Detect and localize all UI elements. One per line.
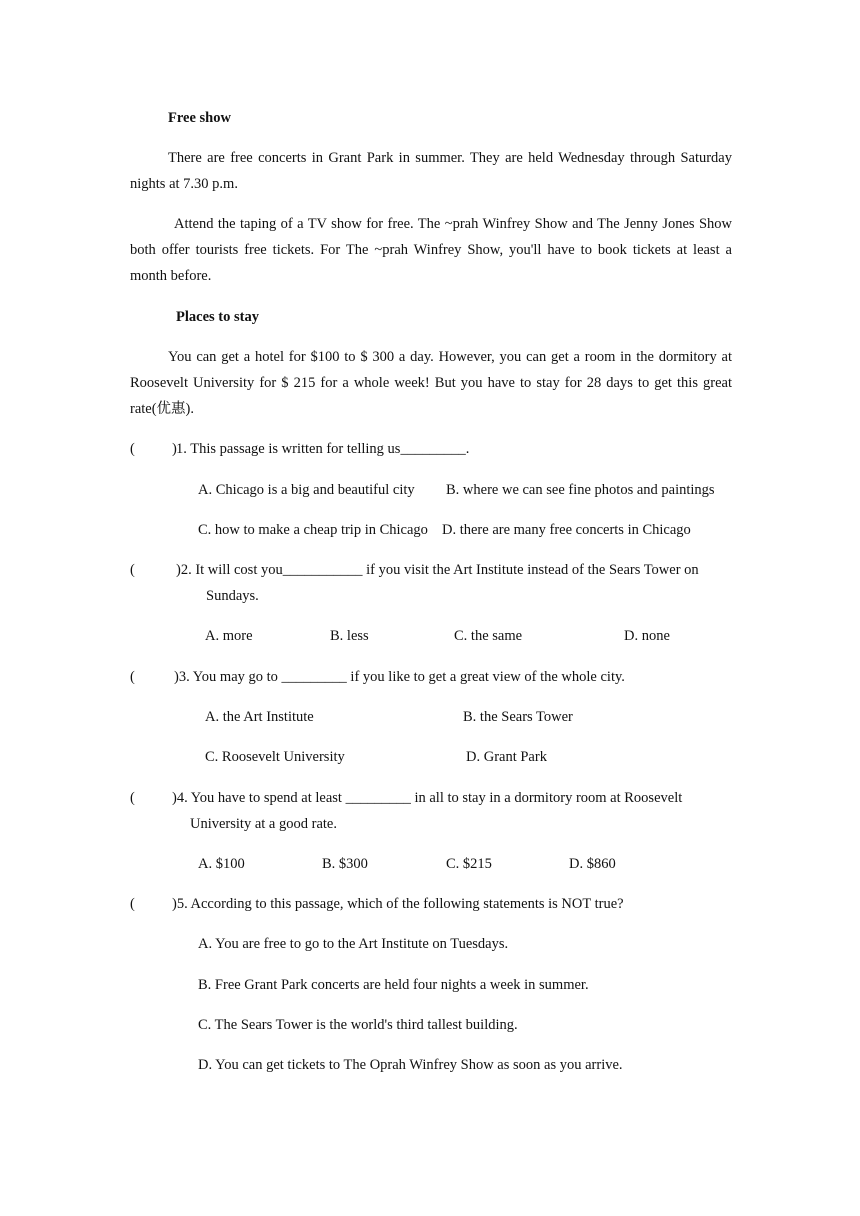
option-d: D. You can get tickets to The Oprah Winfrey Show as soon as you arrive. [198, 1057, 623, 1073]
option-b: B. where we can see fine photos and paintings [446, 482, 715, 498]
option-b: B. the Sears Tower [463, 709, 573, 725]
option-a: A. You are free to go to the Art Institute on Tuesdays. [198, 936, 509, 952]
question-stem-line-1: )2. It will cost you___________ if you visit the Art Institute instead of the Sears Tower on [176, 562, 699, 578]
option-a: A. Chicago is a big and beautiful city [198, 482, 415, 498]
answer-bracket-close: ) [172, 441, 177, 457]
question-stem: )3. You may go to _________ if you like to get a great view of the whole city. [174, 669, 625, 685]
section-heading-places-to-stay: Places to stay [176, 309, 259, 325]
question-stem-line-2: Sundays. [206, 588, 259, 604]
answer-bracket-open[interactable]: ( [130, 669, 135, 685]
option-a: A. $100 [198, 856, 245, 872]
section-heading-free-show: Free show [168, 110, 231, 126]
option-b: B. less [330, 628, 369, 644]
question-stem-line-2: University at a good rate. [190, 816, 337, 832]
paragraph-free-concerts: There are free concerts in Grant Park in summer. They are held Wednesday through Saturday nights at 7.30 p.m. [130, 150, 732, 192]
question-stem: )5. According to this passage, which of the following statements is NOT true? [172, 896, 624, 912]
option-c: C. how to make a cheap trip in Chicago [198, 522, 428, 538]
option-c: C. Roosevelt University [205, 749, 345, 765]
paragraph-places-to-stay: You can get a hotel for $100 to $ 300 a day. However, you can get a room in the dormitory at Roosevelt University for $ 215 for a whole week! But you have to stay for 28 days to get this great rate(优惠). [130, 349, 732, 417]
option-b: B. Free Grant Park concerts are held four nights a week in summer. [198, 977, 589, 993]
answer-bracket-open[interactable]: ( [130, 896, 135, 912]
question-stem-line-1: )4. You have to spend at least _________ in all to stay in a dormitory room at Roosevelt [172, 790, 683, 806]
question-stem: 1. This passage is written for telling us_________. [176, 441, 470, 457]
option-d: D. $860 [569, 856, 616, 872]
option-a: A. more [205, 628, 253, 644]
answer-bracket-open[interactable]: ( [130, 562, 135, 578]
option-c: C. $215 [446, 856, 492, 872]
option-d: D. Grant Park [466, 749, 547, 765]
paragraph-tv-show: Attend the taping of a TV show for free. The ~prah Winfrey Show and The Jenny Jones Show both offer tourists free tickets. For The ~prah Winfrey Show, you'll have to book tickets at least a month before. [130, 216, 732, 284]
answer-bracket-open[interactable]: ( [130, 441, 135, 457]
option-d: D. there are many free concerts in Chicago [442, 522, 691, 538]
option-c: C. The Sears Tower is the world's third tallest building. [198, 1017, 518, 1033]
option-d: D. none [624, 628, 670, 644]
option-b: B. $300 [322, 856, 368, 872]
option-c: C. the same [454, 628, 523, 644]
option-a: A. the Art Institute [205, 709, 314, 725]
answer-bracket-open[interactable]: ( [130, 790, 135, 806]
